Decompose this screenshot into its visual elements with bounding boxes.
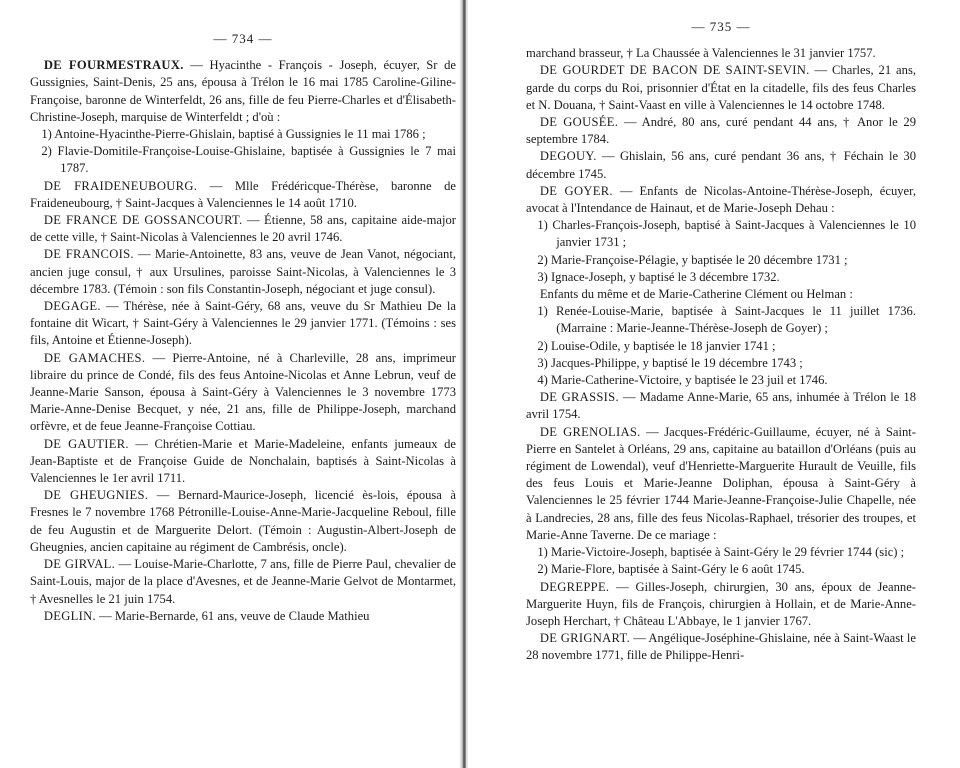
entry-de-grenolias: [526, 424, 916, 544]
entry-text: — Ghislain, 56 ans, curé pendant 36 ans, † Féchain le 30 décembre 1745.: [526, 149, 916, 181]
entry-de-goyer: [526, 183, 916, 217]
entry-text: — Bernard-Maurice-Joseph, licencié ès-lois, épousa à Fresnes le 7 novembre 1768 Pétronille-Louise-Anne-Marie-Jacqueline Reboul, fille de feu Augustin et de Marguerite Delort. (Témoin : Augustin-Albert-Joseph de Gheugnies, ancien capitaine au régiment de Cambrésis, oncle).: [30, 488, 456, 554]
entry-head: DE GRIGNART.: [539, 631, 631, 646]
entry-text: — André, 80 ans, curé pendant 44 ans, † Anor le 29 septembre 1784.: [526, 115, 916, 147]
entry-text: — Hyacinthe - François - Joseph, écuyer, Sr de Gussignies, Saint-Denis, 25 ans, épousa à Trélon le 16 mai 1785 Caroline-Giline-Françoise, baronne de Winterfeldt, 26 ans, fille de feu Pierre-Charles et d'Élisabeth-Christine-Joseph, marquise de Winterfeldt ; d'où :: [30, 58, 456, 124]
entry-de-grassis: [526, 389, 916, 423]
entry-head: DE GIRVAL.: [43, 557, 116, 572]
entry-degreppe: [526, 579, 916, 631]
page-number-right: — 735 —: [691, 19, 751, 34]
child-line: 2) Louise-Odile, y baptisée le 18 janvier 1741 ;: [537, 338, 776, 353]
entry-text: — Gilles-Joseph, chirurgien, 30 ans, époux de Jeanne-Marguerite Huyn, fils de François, chirurgien à Hollain, et de Marie-Anne-Joseph Herchart, † Château L'Abbaye, le 1 janvier 1767.: [526, 579, 916, 628]
entry-head: DEGAGE.: [43, 299, 101, 314]
continued-text: marchand brasseur, † La Chaussée à Valenciennes le 31 janvier 1757.: [526, 46, 876, 61]
entry-head: DEGREPPE.: [539, 579, 610, 594]
entry-head: DE FOURMESTRAUX.: [43, 58, 184, 73]
entry-degouy: [526, 148, 916, 182]
right-page: [468, 0, 960, 768]
child-line: 2) Marie-Flore, baptisée à Saint-Géry le 6 août 1745.: [537, 562, 805, 577]
entry-text: — Chrétien-Marie et Marie-Madeleine, enfants jumeaux de Jean-Baptiste et de Françoise Guide de Nonchalain, baptisés à Saint-Nicolas à Valenciennes le 1er avril 1711.: [30, 436, 457, 486]
child-line: 1) Marie-Victoire-Joseph, baptisée à Saint-Géry le 29 février 1744 (sic) ;: [537, 545, 905, 560]
entry-de-gousee: [526, 114, 916, 148]
entry-text: — Angélique-Joséphine-Ghislaine, née à Saint-Waast le 28 novembre 1771, fille de Philippe-Henri-: [526, 631, 916, 663]
entry-de-gautier: [30, 436, 456, 488]
entry-head: DE GAUTIER.: [43, 436, 129, 451]
entry-de-gourdet: [526, 62, 916, 114]
entry-degage: [30, 298, 456, 350]
child-line: 1) Antoine-Hyacinthe-Pierre-Ghislain, baptisé à Gussignies le 11 mai 1786 ;: [41, 127, 426, 142]
entry-head: DE FRANCE DE GOSSANCOURT.: [43, 213, 243, 228]
entry-head: DE GAMACHES.: [43, 350, 146, 365]
entry-text: Enfants du même et de Marie-Catherine Clément ou Helman :: [539, 287, 853, 302]
child-line: 1) Charles-François-Joseph, baptisé à Saint-Jacques à Valenciennes le 10 janvier 1731 ;: [537, 218, 916, 250]
entry-goyer-second-marriage: [526, 286, 916, 303]
entry-head: DE GRASSIS.: [539, 390, 619, 405]
entry-text: — Mlle Frédéricque-Thérèse, baronne de Fraideneubourg, † Saint-Jacques à Valenciennes le 14 août 1710.: [30, 178, 457, 210]
entry-de-gamaches: [30, 350, 456, 436]
entry-head: DE FRANCOIS.: [43, 247, 134, 262]
entry-de-france-de-gossancourt: [30, 212, 456, 246]
entry-text: — Jacques-Frédéric-Guillaume, écuyer, né à Saint-Pierre en Santelet à Orléans, 29 ans, capitaine au bataillon d'Orléans (puis au régiment de Lowendal), veuf d'Henriette-Marguerite Hurault de Veuille, fils des feus Louis et Marie-Jeanne Doliphan, épousa à Saint-Géry à Valenciennes le 25 février 1744 Marie-Jeanne-Françoise-Julie Chapelle, née à Landrecies, 28 ans, fille des feus Nicolas-Raphael, trésorier des troupes, et Marie-Anne Taverne. De ce mariage :: [526, 424, 917, 542]
child-line: 3) Ignace-Joseph, y baptisé le 3 décembre 1732.: [537, 269, 780, 284]
page-number-left: — 734 —: [213, 31, 273, 46]
child-line: 2) Flavie-Domitile-Françoise-Louise-Ghislaine, baptisée à Gussignies le 7 mai 1787.: [41, 144, 456, 176]
entry-head: DE GOUSÉE.: [539, 115, 619, 130]
entry-text: — Louise-Marie-Charlotte, 7 ans, fille de Pierre Paul, chevalier de Saint-Louis, major de la place d'Avesnes, et de Jeanne-Marie Gelvot de Montarmet, † Avesnelles le 21 juin 1754.: [30, 557, 456, 606]
entry-text: — Madame Anne-Marie, 65 ans, inhumée à Trélon le 18 avril 1754.: [526, 390, 916, 422]
entry-de-francois: [30, 246, 456, 298]
entry-text: — Marie-Antoinette, 83 ans, veuve de Jean Vanot, négociant, ancien juge consul, † aux Ursulines, paroisse Saint-Nicolas, à Valenciennes le 3 décembre 1783. (Témoin : son fils Constantin-Joseph, négociant et juge consul).: [30, 247, 456, 296]
entry-de-grignart: [526, 630, 916, 664]
entry-de-fourmestraux: [30, 57, 456, 126]
left-page: [0, 0, 470, 768]
child-line: 3) Jacques-Philippe, y baptisé le 19 décembre 1743 ;: [537, 355, 803, 370]
child-line: 1) Renée-Louise-Marie, baptisée à Saint-Jacques le 11 juillet 1736. (Marraine : Marie-Jeanne-Thérèse-Joseph de Goyer) ;: [537, 304, 916, 336]
entry-head: DEGLIN.: [43, 608, 96, 623]
entry-de-fraideneubourg: [30, 178, 456, 212]
entry-de-gheugnies: [30, 487, 456, 556]
entry-head: DE GOURDET DE BACON DE SAINT-SEVIN.: [539, 63, 810, 78]
entry-head: DE GRENOLIAS.: [539, 424, 641, 439]
entry-text: — Charles, 21 ans, garde du corps du Roi, prisonnier d'État en la citadelle, fils des feus Charles et N. Douana, † Saint-Vaast en ville à Valenciennes le 14 octobre 1748.: [526, 63, 916, 112]
entry-text: — Marie-Bernarde, 61 ans, veuve de Claude Mathieu: [95, 608, 370, 623]
child-line: 4) Marie-Catherine-Victoire, y baptisée le 23 juil et 1746.: [537, 373, 828, 388]
entry-text: — Pierre-Antoine, né à Charleville, 28 ans, imprimeur libraire du prince de Condé, fils des feus Antoine-Nicolas et Anne Lebrun, veuf de Jeanne-Marie Sanson, épousa à Saint-Géry à Valenciennes le 3 novembre 1773 Marie-Anne-Denise Becquet, y née, 21 ans, fille de Philippe-Joseph, marchand orfèvre, et de feue Jeanne-Françoise Cottiau.: [30, 350, 456, 434]
entry-de-girval: [30, 556, 456, 608]
entry-head: DE GOYER.: [539, 183, 613, 198]
entry-head: DEGOUY.: [539, 149, 597, 164]
entry-text: — Enfants de Nicolas-Antoine-Thérèse-Joseph, écuyer, avocat à l'Intendance de Hainaut, et de Marie-Joseph Dehau :: [526, 183, 916, 216]
entry-deglin: [30, 608, 456, 625]
child-line: 2) Marie-Françoise-Pélagie, y baptisée le 20 décembre 1731 ;: [537, 252, 848, 267]
entry-head: DE FRAIDENEUBOURG.: [43, 178, 198, 193]
entry-text: — Thérèse, née à Saint-Géry, 68 ans, veuve du Sr Mathieu De la fontaine dit Wicart, † Saint-Géry à Valenciennes le 29 janvier 1771. (Témoins : ses fils, Antoine et Étienne-Joseph).: [30, 299, 456, 348]
entry-head: DE GHEUGNIES.: [43, 488, 149, 503]
entry-text: — Étienne, 58 ans, capitaine aide-major de cette ville, † Saint-Nicolas à Valenciennes le 20 avril 1746.: [30, 213, 457, 245]
